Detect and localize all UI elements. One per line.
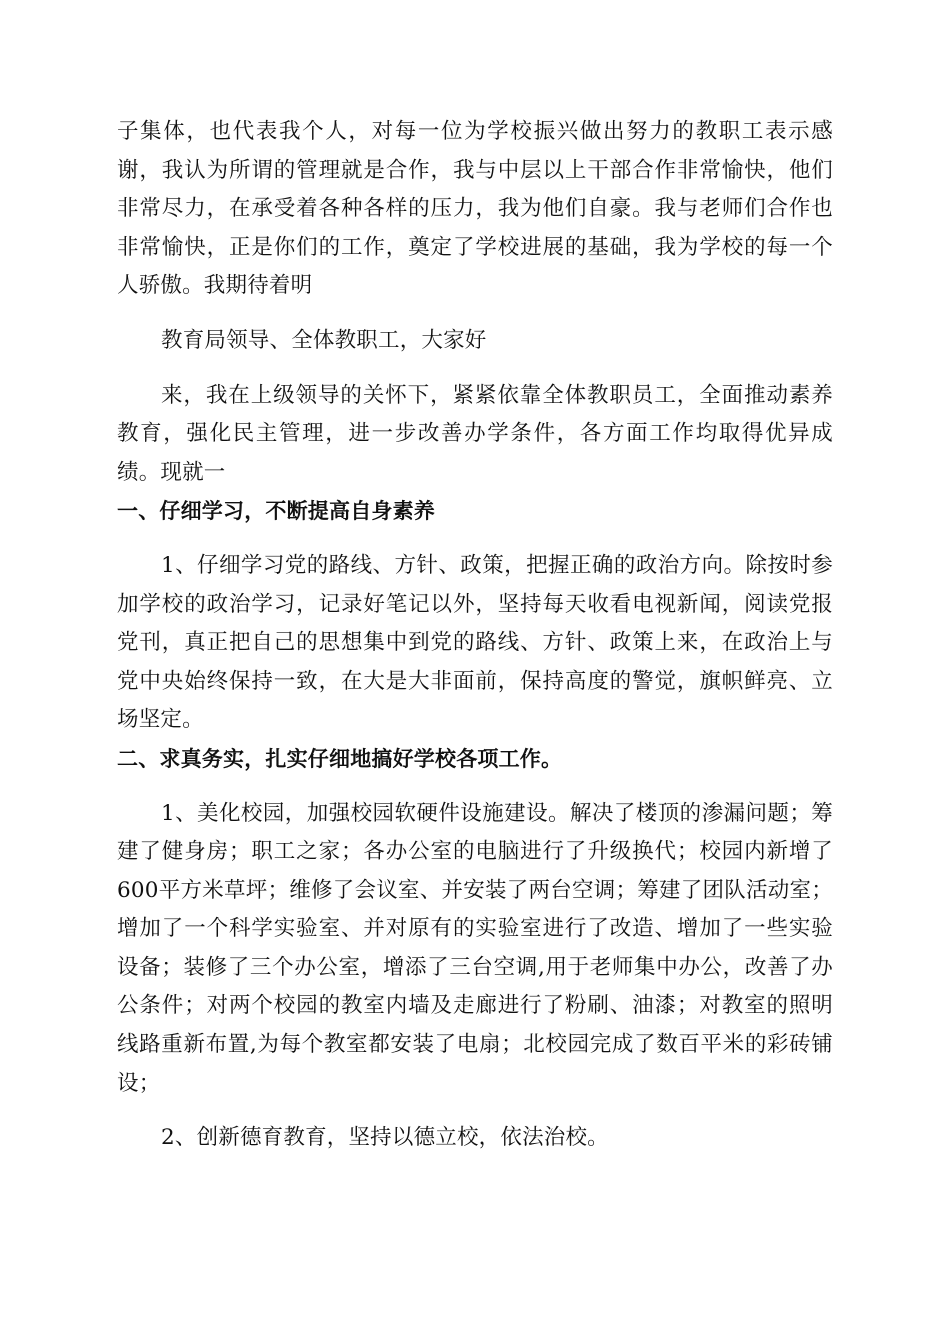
paragraph-thanks: 子集体，也代表我个人，对每一位为学校振兴做出努力的教职工表示感谢，我认为所谓的管理就是合作，我与中层以上干部合作非常愉快，他们非常尽力，在承受着各种各样的压力，我为他们自豪。我与老师们合作也非常愉快，正是你们的工作，奠定了学校进展的基础，我为学校的每一个人骄傲。我期待着明 [117, 119, 833, 299]
paragraph-campus-improvement: 1、美化校园，加强校园软硬件设施建设。解决了楼顶的渗漏问题；筹建了健身房；职工之家；各办公室的电脑进行了升级换代；校园内新增了600平方米草坪；维修了会议室、并安装了两台空调；筹建了团队活动室；增加了一个科学实验室、并对原有的实验室进行了改造、增加了一些实验设备；装修了三个办公室，增添了三台空调,用于老师集中办公，改善了办公条件；对两个校园的教室内墙及走廊进行了粉刷、油漆；对教室的照明线路重新布置,为每个教室都安装了电扇；北校园完成了数百平米的彩砖铺设； [117, 800, 833, 1096]
document-page [117, 113, 833, 1158]
paragraph-study-policy: 1、仔细学习党的路线、方针、政策，把握正确的政治方向。除按时参加学校的政治学习，记录好笔记以外，坚持每天收看电视新闻，阅读党报党刊，真正把自己的思想集中到党的路线、方针、政策上来，在政治上与党中央始终保持一致，在大是大非面前，保持高度的警觉，旗帜鲜亮、立场坚定。 [117, 552, 833, 733]
paragraph-greeting: 教育局领导、全体教职工，大家好 [161, 327, 487, 353]
paragraph-intro: 来，我在上级领导的关怀下，紧紧依靠全体教职员工，全面推动素养教育，强化民主管理，进一步改善办学条件，各方面工作均取得优异成绩。现就一 [117, 382, 833, 485]
paragraph-moral-education: 2、创新德育教育，坚持以德立校，依法治校。 [161, 1125, 609, 1151]
section-heading-study: 一、仔细学习，不断提高自身素养 [117, 499, 435, 524]
section-heading-work: 二、求真务实，扎实仔细地搞好学校各项工作。 [117, 746, 563, 771]
